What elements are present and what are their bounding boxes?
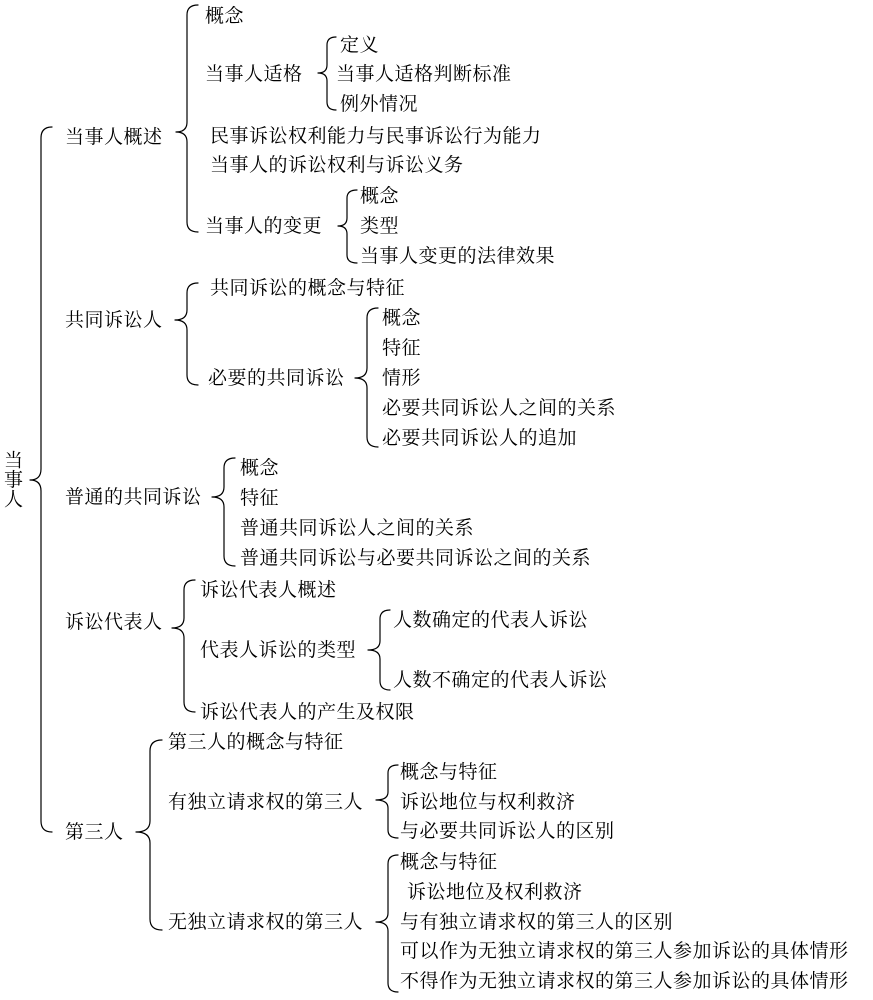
node-independent-vs-necessary: 与必要共同诉讼人的区别 [400, 820, 615, 842]
root-node-party: 当事人 [1, 450, 23, 509]
node-fixed-number-action: 人数确定的代表人诉讼 [393, 609, 589, 631]
brace-party-standing [318, 37, 336, 110]
node-overview-concept: 概念 [205, 5, 245, 27]
node-ordinary-features: 特征 [240, 487, 280, 509]
brace-third-party [136, 740, 162, 930]
node-party-overview: 当事人概述 [65, 126, 163, 148]
node-party-change: 当事人的变更 [205, 215, 323, 237]
node-necessary-concept: 概念 [382, 307, 422, 329]
node-change-types: 类型 [360, 215, 400, 237]
node-third-party-concept: 第三人的概念与特征 [168, 731, 344, 753]
node-necessary-relations: 必要共同诉讼人之间的关系 [382, 397, 617, 419]
brace-representative-action-types [368, 610, 390, 690]
node-joint-concept-features: 共同诉讼的概念与特征 [210, 277, 406, 299]
node-co-litigants: 共同诉讼人 [65, 309, 163, 331]
node-independent-status-remedy: 诉讼地位与权利救济 [400, 791, 576, 813]
brace-representatives [172, 580, 195, 712]
node-non-independent-third-party: 无独立请求权的第三人 [168, 911, 364, 933]
node-standing-criteria: 当事人适格判断标准 [336, 63, 512, 85]
node-standing-definition: 定义 [340, 34, 380, 56]
node-may-join-situations: 可以作为无独立请求权的第三人参加诉讼的具体情形 [400, 940, 849, 962]
node-ordinary-concept: 概念 [240, 457, 280, 479]
brace-party-overview [176, 5, 198, 232]
node-representatives: 诉讼代表人 [65, 611, 163, 633]
node-non-independent-vs-independent: 与有独立请求权的第三人的区别 [400, 911, 674, 933]
brace-party-change [338, 190, 357, 263]
node-necessary-joint: 必要的共同诉讼 [208, 367, 345, 389]
brace-ordinary-joint [212, 458, 235, 566]
node-ordinary-vs-necessary: 普通共同诉讼与必要共同诉讼之间的关系 [240, 547, 592, 569]
node-representative-action-types: 代表人诉讼的类型 [200, 639, 357, 661]
node-necessary-features: 特征 [382, 337, 422, 359]
node-capacity: 民事诉讼权利能力与民事诉讼行为能力 [210, 125, 542, 147]
node-may-not-join-situations: 不得作为无独立请求权的第三人参加诉讼的具体情形 [400, 970, 849, 992]
node-necessary-joinder: 必要共同诉讼人的追加 [382, 427, 578, 449]
node-independent-claim-third-party: 有独立请求权的第三人 [168, 791, 364, 813]
node-ordinary-relations: 普通共同诉讼人之间的关系 [240, 517, 475, 539]
node-non-independent-concept: 概念与特征 [400, 851, 498, 873]
node-representatives-overview: 诉讼代表人概述 [200, 579, 337, 601]
brace-non-independent-third-party [376, 855, 398, 992]
node-change-effects: 当事人变更的法律效果 [360, 245, 556, 267]
node-non-independent-status-remedy: 诉讼地位及权利救济 [407, 881, 583, 903]
node-independent-concept: 概念与特征 [400, 761, 498, 783]
node-ordinary-joint: 普通的共同诉讼 [65, 486, 202, 508]
node-standing-exceptions: 例外情况 [340, 93, 419, 115]
node-necessary-situations: 情形 [382, 367, 422, 389]
node-third-party: 第三人 [65, 821, 124, 843]
brace-root [30, 127, 52, 832]
node-party-standing: 当事人适格 [205, 63, 303, 85]
node-rights-obligations: 当事人的诉讼权利与诉讼义务 [210, 154, 464, 176]
brace-necessary-joint [355, 308, 378, 447]
brace-co-litigants [175, 283, 198, 385]
node-representatives-selection-authority: 诉讼代表人的产生及权限 [200, 701, 415, 723]
node-uncertain-number-action: 人数不确定的代表人诉讼 [393, 669, 608, 691]
node-change-concept: 概念 [360, 185, 400, 207]
brace-independent-claim-third-party [376, 765, 398, 838]
